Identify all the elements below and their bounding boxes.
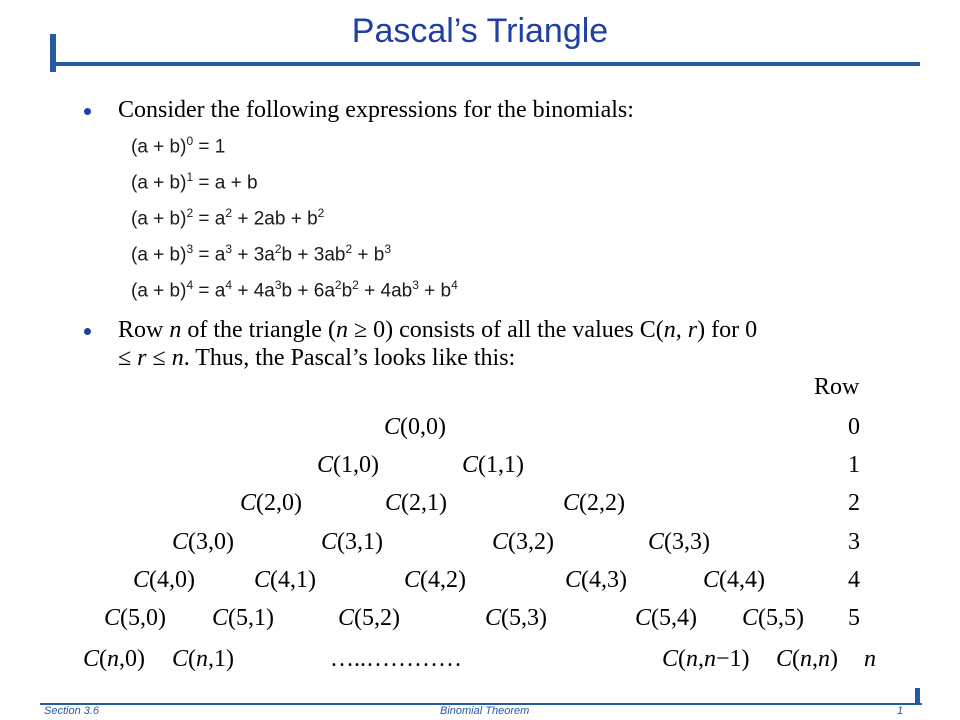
footer-section: Section 3.6 (44, 705, 100, 717)
bullet-consider: Consider the following expressions for the binomials: (118, 97, 634, 123)
triangle-cell: C(1,1) (462, 452, 524, 478)
equation-power-2: $(a + b)^2 = a^2 + 2ab + b^2$ (131, 206, 325, 230)
row-number: 0 (848, 414, 860, 440)
row-number: 3 (848, 529, 860, 555)
row-number: 1 (848, 452, 860, 478)
triangle-cell: C(n,1) (172, 646, 235, 672)
triangle-cell: C(4,4) (703, 567, 765, 593)
triangle-cell: C(5,4) (635, 605, 697, 631)
triangle-cell: C(3,1) (321, 529, 383, 555)
triangle-cell: C(5,0) (104, 605, 166, 631)
triangle-cell: C(5,1) (212, 605, 274, 631)
triangle-cell: C(2,2) (563, 490, 625, 516)
equation-power-3: $(a + b)^3 = a^3 + 3a^2b + 3ab^2 + b^3$ (131, 242, 392, 266)
triangle-cell: C(5,2) (338, 605, 400, 631)
footer-topic: Binomial Theorem (440, 705, 530, 717)
row-column-header: Row (814, 374, 860, 400)
bullet-row-definition-line2: ≤ r ≤ n. Thus, the Pascal’s looks like this: (118, 345, 516, 371)
triangle-cell: C(4,2) (404, 567, 466, 593)
slide-title: Pascal’s Triangle (351, 12, 609, 50)
triangle-cell: C(3,0) (172, 529, 234, 555)
equation-power-0: $(a + b)^0 = 1$ (131, 134, 226, 158)
bullet-dot-icon (84, 108, 91, 115)
triangle-cell: C(2,0) (240, 490, 302, 516)
row-number: 5 (848, 605, 860, 631)
triangle-cell: C(4,0) (133, 567, 195, 593)
triangle-cell: C(5,3) (485, 605, 547, 631)
triangle-cell: C(2,1) (385, 490, 447, 516)
triangle-cell: C(0,0) (384, 414, 446, 440)
row-number: n (864, 646, 876, 672)
bullet-row-definition-line1: Row n of the triangle (n ≥ 0) consists of all the values C(n, r) for 0 (118, 317, 758, 343)
triangle-cell: C(n,0) (83, 646, 146, 672)
triangle-cell: C(3,3) (648, 529, 710, 555)
triangle-cell: C(n,n) (776, 646, 839, 672)
triangle-cell: C(4,1) (254, 567, 316, 593)
equation-power-4: $(a + b)^4 = a^4 + 4a^3b + 6a^2b^2 + 4ab^3 + b^4$ (131, 278, 458, 302)
triangle-cell: C(1,0) (317, 452, 379, 478)
equation-power-1: $(a + b)^1 = a + b$ (131, 170, 258, 194)
bullet-dot-icon (84, 328, 91, 335)
triangle-ellipsis: …..………… (330, 646, 462, 672)
triangle-cell: C(3,2) (492, 529, 554, 555)
triangle-cell: C(n,n−1) (662, 646, 750, 672)
footer-accent-bar (915, 688, 920, 705)
row-number: 4 (848, 567, 860, 593)
triangle-cell: C(5,5) (742, 605, 804, 631)
row-number: 2 (848, 490, 860, 516)
footer-page-number: 1 (897, 705, 904, 717)
header-rule (50, 62, 920, 66)
triangle-cell: C(4,3) (565, 567, 627, 593)
